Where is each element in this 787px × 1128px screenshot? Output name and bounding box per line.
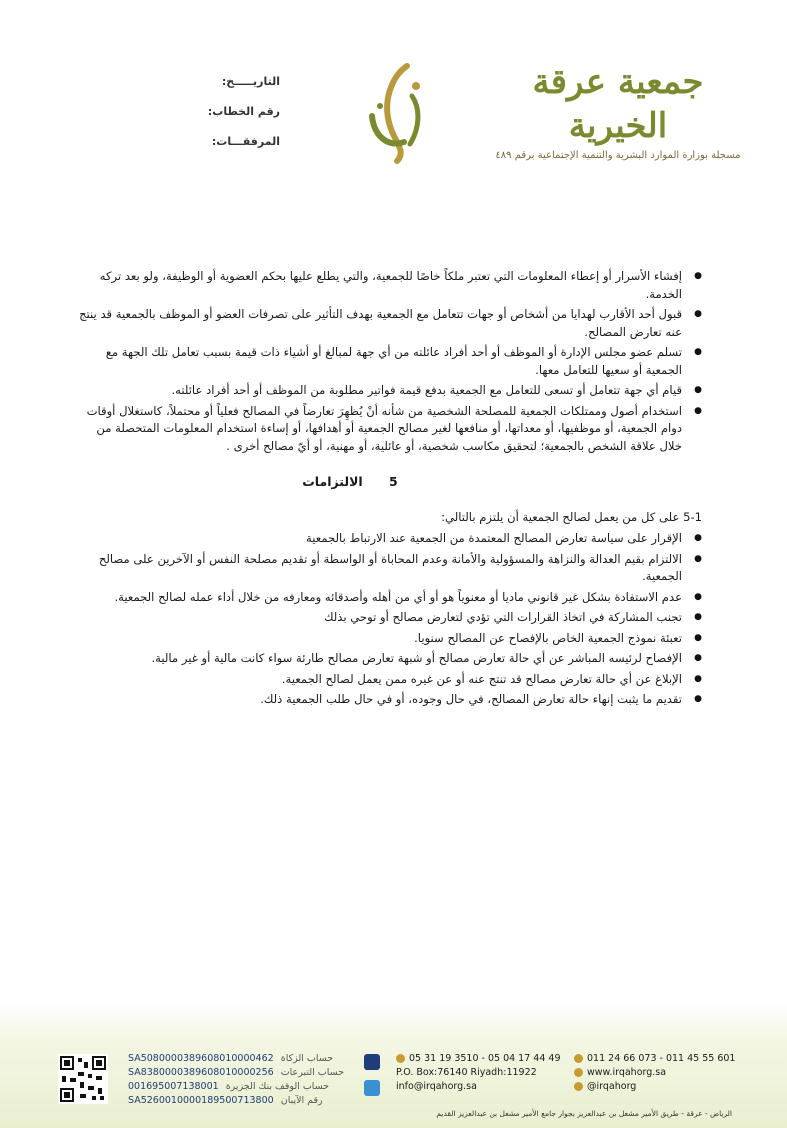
mobile-phones: 05 31 19 3510 - 05 04 17 44 49	[396, 1052, 561, 1066]
conflict-examples-list	[78, 268, 702, 455]
iban: SA8380000389608010000256	[128, 1067, 274, 1078]
organization-name: جمعية عرقة الخيرية	[532, 62, 704, 146]
social-handle: @irqahorg	[574, 1080, 636, 1094]
phone-icon	[396, 1054, 405, 1063]
account-label: رقم الآيبان	[280, 1095, 323, 1106]
list-item: ● تجنب المشاركة في اتخاذ القرارات التي تؤدي لتعارض مصالح أو توحي بذلك	[78, 609, 702, 627]
letter-meta	[180, 72, 280, 162]
account-label: حساب التبرعات	[280, 1067, 344, 1078]
list-item: ● تعبئة نموذج الجمعية الخاص بالإفصاح عن المصالح سنويا.	[78, 630, 702, 648]
po-box: P.O. Box:76140 Riyadh:11922	[396, 1067, 537, 1078]
section-heading	[78, 473, 702, 491]
address: الرياض - عرقة - طريق الأمير مشعل بن عبدالعزيز بجوار جامع الأمير مشعل بن عبدالعزيز القديم	[436, 1109, 732, 1118]
email: info@irqahorg.sa	[396, 1081, 477, 1092]
sanad-logo-icon	[352, 56, 442, 166]
bank-accounts	[128, 1052, 358, 1108]
list-item: ● الإبلاغ عن أي حالة تعارض مصالح قد تنتج عنه أو عن غيره ممن يعمل لصالح الجمعية.	[78, 671, 702, 689]
attachments-label: المرفقـــات:	[211, 135, 280, 148]
bank-account-row	[128, 1080, 358, 1094]
list-item: ● تسلم عضو مجلس الإدارة أو الموظف أو أحد أفراد عائلته من أي جهة لمبالغ أو أشياء ذات قيمة بسبب تعامل تلك الجهة مع الجمعية أو سعيها للتعامل معها.	[78, 344, 702, 379]
obligations-list	[78, 530, 702, 709]
list-item: ● قبول أحد الأقارب لهدايا من أشخاص أو جهات تتعامل مع الجمعية بهدف التأثير على تصرفات العضو أو الموظف بالجمعية قد ينتج عنه تعارض المصالح.	[78, 306, 702, 341]
iban: 001695007138001	[128, 1081, 219, 1092]
letter-number-label: رقم الخطاب:	[207, 105, 280, 118]
list-item: ● استخدام أصول وممتلكات الجمعية للمصلحة الشخصية من شأنه أنْ يُظهِرَ تعارضاً في المصالح فعلياً أو محتملاً، كاستغلال أوقات دوام الجمعية، أو موظفيها، أو معداتها، أو منافعها لغير مصالح الجمعية أو أهدافها، أو إساءة استخدام المعلومات المتحصلة من خلال علاقة الشخص بالجمعية؛ لتحقيق مكاسب شخصية، أو عائلية، أو مهنية، أو أيّ مصالح أخرى .	[78, 403, 702, 456]
iban: SA5260010000189500713800	[128, 1095, 274, 1106]
list-item: ● إفشاء الأسرار أو إعطاء المعلومات التي تعتبر ملكاً خاصًا للجمعية، والتي يطلع عليها بحكم العضوية أو الوظيفة، ولو بعد تركه الخدمة.	[78, 268, 702, 303]
landline-phones: 011 24 66 073 - 011 45 55 601	[574, 1052, 735, 1066]
bank-logo-icon	[364, 1054, 380, 1070]
letter-body	[78, 268, 702, 712]
list-item: ● عدم الاستفادة بشكل غير قانوني ماديا أو معنوياً هو أو أي من أهله وأصدقائه ومعارفه من خلال أداء عمله لصالح الجمعية.	[78, 589, 702, 607]
list-item: ● قيام أي جهة تتعامل أو تسعى للتعامل مع الجمعية بدفع قيمة فواتير مطلوبة من الموظف أو أحد أفراد عائلته.	[78, 382, 702, 400]
list-item: ● الالتزام بقيم العدالة والنزاهة والمسؤولية والأمانة وعدم المحاباة أو الواسطة أو تقديم مصلحة النفس أو الآخرين على مصالح الجمعية.	[78, 551, 702, 586]
organization-logo	[493, 60, 743, 161]
letter-footer	[0, 1000, 787, 1128]
organization-registration: مسجلة بوزارة الموارد البشرية والتنمية الإجتماعية برقم ٤٨٩	[495, 150, 741, 161]
letterhead	[0, 0, 787, 200]
list-item: ● تقديم ما يثبت إنهاء حالة تعارض المصالح، في حال وجوده، أو في حال طلب الجمعية ذلك.	[78, 691, 702, 709]
section-number: 5	[389, 474, 398, 489]
globe-icon	[574, 1068, 583, 1077]
iban: SA5080000389608010000462	[128, 1053, 274, 1064]
bank-account-row	[128, 1094, 358, 1108]
bank-account-row	[128, 1052, 358, 1066]
bank-card-icon	[364, 1080, 380, 1096]
list-item: ● الإفصاح لرئيسه المباشر عن أي حالة تعارض مصالح أو شبهة تعارض مصالح طارئة سواء كانت مالية أو غير مالية.	[78, 650, 702, 668]
bank-icons	[364, 1054, 384, 1106]
social-icon	[574, 1082, 583, 1091]
account-label: حساب الوقف بنك الجزيرة	[225, 1081, 330, 1092]
obligations-intro: 5-1 على كل من يعمل لصالح الجمعية أن يلتزم بالتالي:	[441, 509, 702, 524]
bank-account-row	[128, 1066, 358, 1080]
qr-code-icon	[58, 1054, 108, 1104]
list-item: ● الإقرار على سياسة تعارض المصالح المعتمدة من الجمعية عند الارتباط بالجمعية	[78, 530, 702, 548]
fax-icon	[574, 1054, 583, 1063]
date-label: التاريـــــخ:	[221, 75, 280, 88]
account-label: حساب الزكاة	[280, 1053, 334, 1064]
website: www.irqahorg.sa	[574, 1066, 666, 1080]
section-title: الالتزامات	[302, 474, 363, 489]
